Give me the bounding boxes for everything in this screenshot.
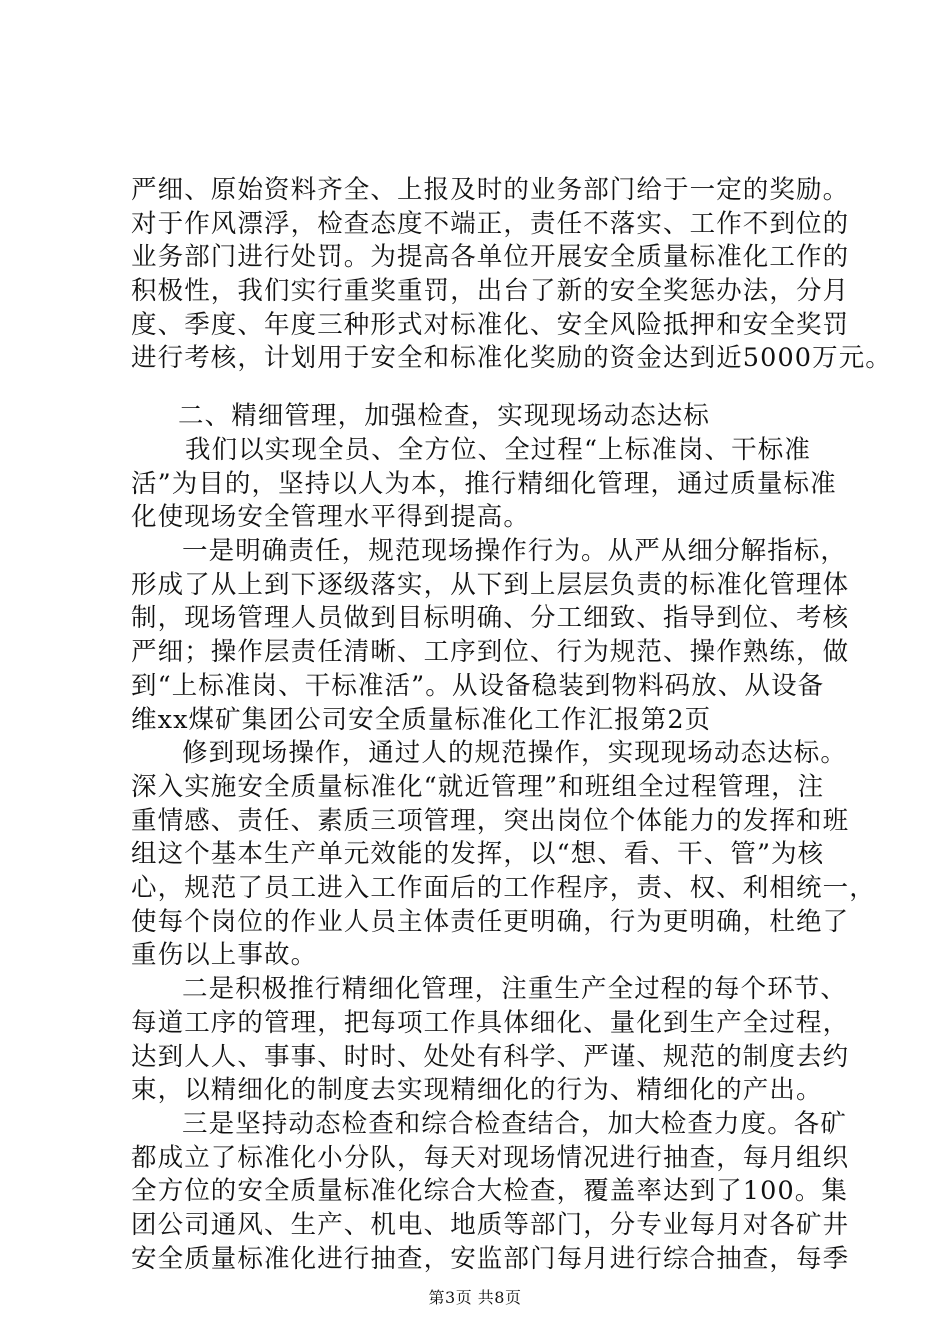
body-line: 业务部门进行处罚。为提高各单位开展安全质量标准化工作的 <box>131 242 850 272</box>
body-line: 对于作风漂浮，检查态度不端正，责任不落实、工作不到位的 <box>131 209 850 239</box>
body-line: 化使现场安全管理水平得到提高。 <box>131 502 531 532</box>
section-heading: 二、精细管理，加强检查，实现现场动态达标 <box>178 401 711 431</box>
body-line: 重伤以上事故。 <box>131 940 318 970</box>
page-break-line: 维xx煤矿集团公司安全质量标准化工作汇报第2页 <box>131 705 712 735</box>
body-line: 全方位的安全质量标准化综合大检查，覆盖率达到了100。集 <box>131 1176 848 1206</box>
body-line: 心，规范了员工进入工作面后的工作程序，责、权、利相统一， <box>131 873 876 903</box>
body-line: 团公司通风、生产、机电、地质等部门，分专业每月对各矿井 <box>131 1210 850 1240</box>
body-line: 深入实施安全质量标准化“就近管理”和班组全过程管理，注 <box>131 772 825 802</box>
body-line: 都成立了标准化小分队，每天对现场情况进行抽查，每月组织 <box>131 1143 850 1173</box>
body-line: 每道工序的管理，把每项工作具体细化、量化到生产全过程， <box>131 1008 850 1038</box>
body-line: 二是积极推行精细化管理，注重生产全过程的每个环节、 <box>182 974 848 1004</box>
body-line: 一是明确责任，规范现场操作行为。从严从细分解指标， <box>182 536 848 566</box>
body-line: 重情感、责任、素质三项管理，突出岗位个体能力的发挥和班 <box>131 806 850 836</box>
body-line: 达到人人、事事、时时、处处有科学、严谨、规范的制度去约 <box>131 1042 850 1072</box>
body-line: 束，以精细化的制度去实现精细化的行为、精细化的产出。 <box>131 1075 823 1105</box>
body-line: 活”为目的，坚持以人为本，推行精细化管理，通过质量标准 <box>131 469 837 499</box>
body-line: 形成了从上到下逐级落实，从下到上层层负责的标准化管理体 <box>131 570 850 600</box>
body-line: 严细、原始资料齐全、上报及时的业务部门给于一定的奖励。 <box>131 175 850 205</box>
body-line: 度、季度、年度三种形式对标准化、安全风险抵押和安全奖罚 <box>131 310 850 340</box>
body-line: 进行考核，计划用于安全和标准化奖励的资金达到近5000万元。 <box>131 343 892 373</box>
body-line: 积极性，我们实行重奖重罚，出台了新的安全奖惩办法，分月 <box>131 276 850 306</box>
body-line: 使每个岗位的作业人员主体责任更明确，行为更明确，杜绝了 <box>131 907 850 937</box>
body-line: 我们以实现全员、全方位、全过程“上标准岗、干标准 <box>185 435 811 465</box>
body-line: 安全质量标准化进行抽查，安监部门每月进行综合抽查，每季 <box>131 1244 850 1274</box>
body-line: 严细；操作层责任清晰、工序到位、行为规范、操作熟练，做 <box>131 637 850 667</box>
body-line: 三是坚持动态检查和综合检查结合，加大检查力度。各矿 <box>182 1109 848 1139</box>
body-line: 制，现场管理人员做到目标明确、分工细致、指导到位、考核 <box>131 603 850 633</box>
body-line: 修到现场操作，通过人的规范操作，实现现场动态达标。 <box>182 738 848 768</box>
body-line: 到“上标准岗、干标准活”。从设备稳装到物料码放、从设备 <box>131 671 825 701</box>
body-line: 组这个基本生产单元效能的发挥，以“想、看、干、管”为核 <box>131 839 825 869</box>
page-number: 第3页 共8页 <box>428 1288 522 1307</box>
